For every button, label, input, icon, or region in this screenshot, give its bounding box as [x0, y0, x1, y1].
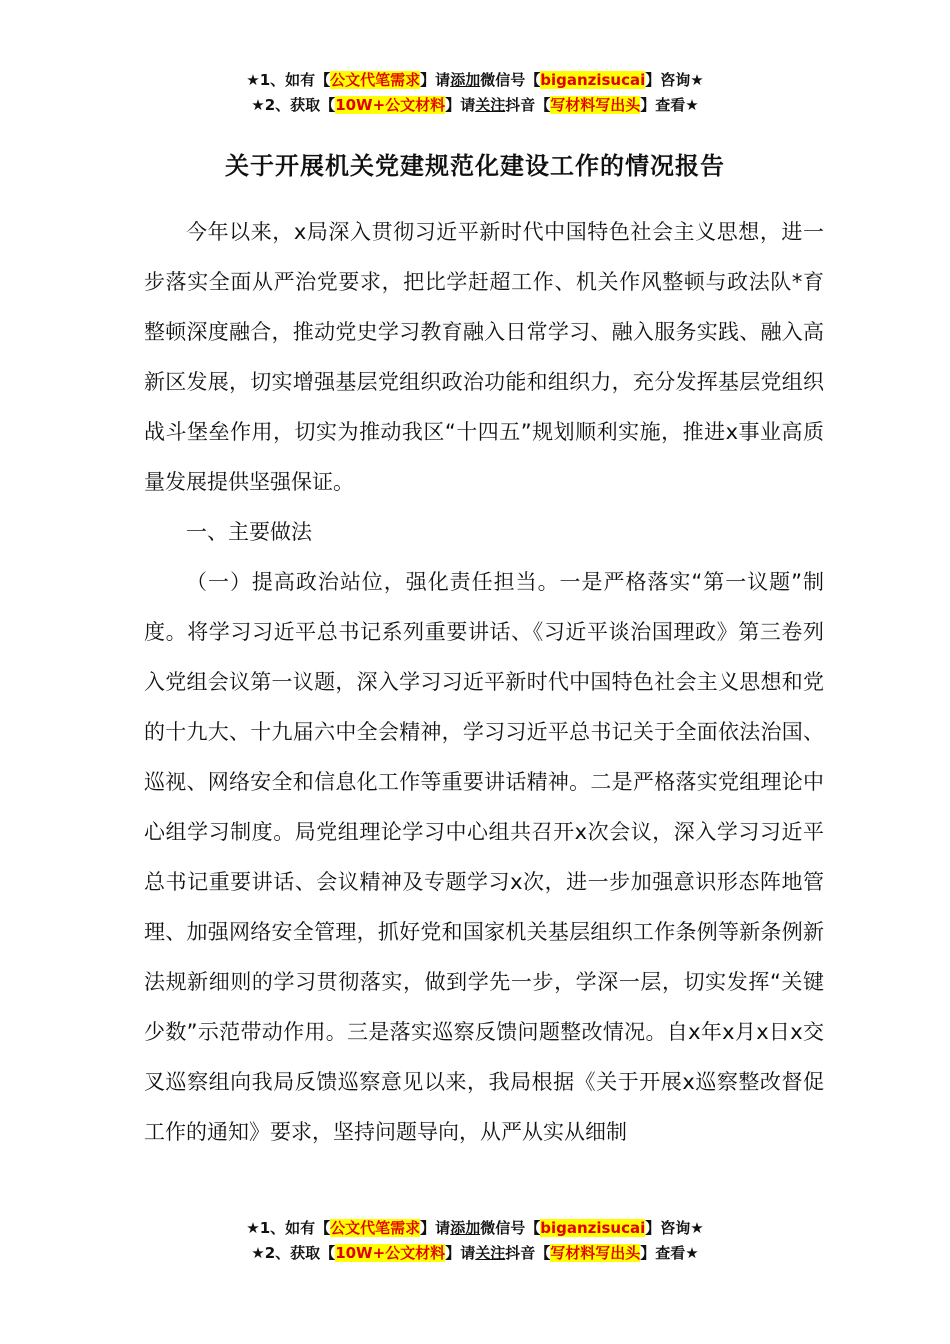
banner-text: 】查看★	[640, 96, 699, 114]
banner-highlight: 写材料写出头	[550, 1244, 641, 1262]
section-heading: 一、主要做法	[186, 520, 312, 544]
banner-highlight: 写材料写出头	[550, 96, 641, 114]
banner-highlight: 10W+公文材料	[335, 1244, 446, 1262]
banner-text: 抖音【	[505, 1244, 551, 1262]
banner-text: ★2、获取【	[251, 1244, 336, 1262]
banner-text: 微信号【	[480, 1219, 541, 1237]
banner-text: ★1、如有【	[246, 1219, 331, 1237]
banner-underlined: 添加	[450, 1219, 481, 1237]
paragraph: （一）提高政治站位，强化责任担当。一是严格落实“第一议题”制度。将学习习近平总书记系列重要讲话、《习近平谈治国理政》第三卷列入党组会议第一议题，深入学习习近平新时代中国特色社会主义思想和党的十九大、十九届六中全会精神，学习习近平总书记关于全面依法治国、巡视、网络安全和信息化工作等重要讲话精神。二是严格落实党组理论中心组学习制度。局党组理论学习中心组共召开x次会议，深入学习习近平总书记重要讲话、会议精神及专题学习x次，进一步加强意识形态阵地管理、加强网络安全管理，抓好党和国家机关基层组织工作条例等新条例新法规新细则的学习贯彻落实，做到学先一步，学深一层，切实发挥“关键少数”示范带动作用。三是落实巡察反馈问题整改情况。自x年x月x日x交叉巡察组向我局反馈巡察意见以来，我局根据《关于开展x巡察整改督促工作的通知》要求，坚持问题导向，从严从实从细制	[144, 570, 824, 1144]
banner-text: 抖音【	[505, 96, 551, 114]
banner-highlight: 10W+公文材料	[335, 96, 446, 114]
banner-highlight: biganzisucai	[540, 1219, 646, 1237]
banner-underlined: 关注	[475, 96, 506, 114]
banner-text: ★1、如有【	[246, 71, 331, 89]
banner-text: 】请	[420, 71, 451, 89]
banner-highlight: biganzisucai	[540, 71, 646, 89]
document-title: 关于开展机关党建规范化建设工作的情况报告	[225, 152, 725, 180]
banner-line-2	[0, 1241, 950, 1266]
banner-text: 】咨询★	[645, 1219, 704, 1237]
banner-line-1	[0, 68, 950, 93]
banner-underlined: 添加	[450, 71, 481, 89]
banner-line-1	[0, 1216, 950, 1241]
banner-highlight: 公文代笔需求	[330, 1219, 421, 1237]
bottom-banner	[0, 1216, 950, 1266]
banner-text: 】查看★	[640, 1244, 699, 1262]
banner-text: 】请	[445, 96, 476, 114]
banner-text: 微信号【	[480, 71, 541, 89]
document-body	[144, 207, 824, 1157]
banner-text: ★2、获取【	[251, 96, 336, 114]
banner-text: 】请	[445, 1244, 476, 1262]
banner-highlight: 公文代笔需求	[330, 71, 421, 89]
paragraph: 今年以来，x局深入贯彻习近平新时代中国特色社会主义思想，进一步落实全面从严治党要求，把比学赶超工作、机关作风整顿与政法队*育整顿深度融合，推动党史学习教育融入日常学习、融入服务实践、融入高新区发展，切实增强基层党组织政治功能和组织力，充分发挥基层党组织战斗堡垒作用，切实为推动我区“十四五”规划顺利实施，推进x事业高质量发展提供坚强保证。	[144, 220, 824, 494]
banner-text: 】咨询★	[645, 71, 704, 89]
top-banner	[0, 68, 950, 118]
banner-underlined: 关注	[475, 1244, 506, 1262]
banner-line-2	[0, 93, 950, 118]
banner-text: 】请	[420, 1219, 451, 1237]
